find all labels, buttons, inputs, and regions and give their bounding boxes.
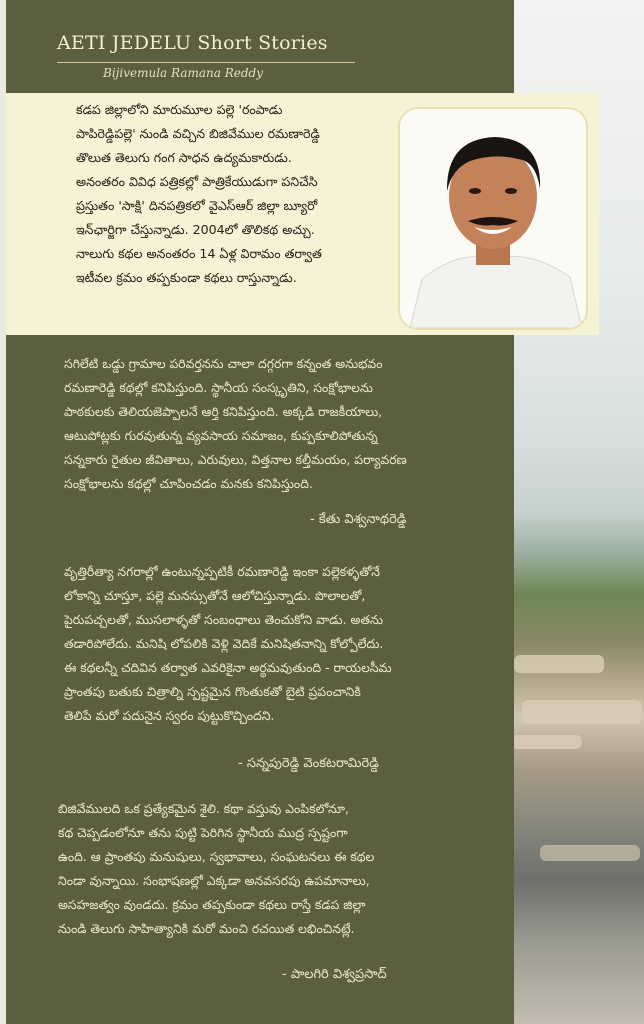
author-photo — [398, 107, 588, 330]
quote-line: కథ చెప్పడంలోనూ తను పుట్టి పెరిగిన స్థానీయ ముద్ర స్పష్టంగా — [58, 825, 348, 840]
quote-line: నుండి తెలుగు సాహిత్యానికి మరో మంచి రచయిత లభించినట్లే. — [58, 921, 355, 936]
quote-line: తెలిపే మరో పదునైన స్వరం పుట్టుకొచ్చిందని. — [64, 708, 275, 723]
title-divider — [57, 62, 355, 63]
quote-line: అసహజత్వం వుండదు. క్రమం తప్పకుండా కథలు రాస్తే కడప జిల్లా — [58, 897, 366, 912]
quote-line: ఉంది. ఆ ప్రాంతపు మనుషులు, స్వభావాలు, సంఘటనలు ఈ కథల — [58, 849, 375, 864]
quote-line: రమణారెడ్డి కథల్లో కనిపిస్తుంది. స్థానీయ సంస్కృతిని, సంక్షోభాలను — [64, 380, 373, 395]
testimonial-2 — [64, 560, 516, 728]
testimonial-1-signature: - కేతు విశ్వనాథరెడ్డి — [310, 512, 407, 527]
bio-line: నాలుగు కథల అనంతరం 14 ఏళ్ల విరామం తర్వాత — [76, 246, 322, 261]
rock-shape — [514, 655, 604, 673]
bio-line: ఇటీవల క్రమం తప్పకుండా కథలు రాస్తున్నాడు. — [76, 270, 297, 285]
book-title: AETI JEDELU Short Stories — [57, 32, 328, 54]
quote-line: ప్రాంతపు బతుకు చిత్రాల్ని స్పష్టమైన గొంతుకతో బైటి ప్రపంచానికి — [64, 684, 361, 699]
quote-line: తడారిపోలేదు. మనిషి లోపలికి వెళ్లి వెదికే మనిషితనాన్ని కోల్పోలేదు. — [64, 636, 384, 651]
rock-shape — [540, 845, 640, 861]
bio-line: కడప జిల్లాలోని మారుమూల పల్లె 'రంపాడు — [76, 102, 283, 117]
rock-shape — [512, 735, 582, 749]
quote-line: సన్నకారు రైతుల జీవితాలు, ఎరువులు, విత్తనాల కల్తీమయం, పర్యావరణ — [64, 452, 407, 467]
quote-line: లోకాన్ని చూస్తూ, పల్లె మనస్సుతోనే ఆలోచిస్తున్నాడు. పొలాలతో, — [64, 588, 366, 603]
quote-line: నిండా వున్నాయి. సంభాషణల్లో ఎక్కడా అనవసరపు ఉపమానాలు, — [58, 873, 370, 888]
quote-line: బిజివేములది ఒక ప్రత్యేకమైన శైలి. కథా వస్తువు ఎంపికలోనూ, — [58, 801, 349, 816]
testimonial-2-signature: - సన్నపురెడ్డి వెంకటరామిరెడ్డి — [238, 756, 379, 771]
rock-shape — [522, 700, 642, 724]
testimonial-3 — [58, 797, 510, 941]
quote-line: సగిలేటి ఒడ్డు గ్రామాల పరివర్తనను చాలా దగ్గరగా కన్నంత అనుభవం — [64, 356, 383, 371]
bio-line: అనంతరం వివిధ పత్రికల్లో పాత్రికేయుడుగా పనిచేసి — [76, 174, 318, 189]
quote-line: పాఠకులకు తెలియజెప్పాలనే ఆర్తి కనిపిస్తుంది. అక్కడి రాజకీయాలు, — [64, 404, 383, 419]
quote-line: ఈ కథలన్నీ చదివిన తర్వాత ఎవరికైనా అర్థమవుతుంది - రాయలసీమ — [64, 660, 392, 675]
testimonial-3-signature: - పాలగిరి విశ్వప్రసాద్ — [282, 967, 387, 982]
bio-line: ఇన్‌ఛార్జిగా చేస్తున్నాడు. 2004లో తొలికథ అచ్చు. — [76, 222, 315, 237]
bio-line: పాపిరెడ్డిపల్లె' నుండి వచ్చిన బిజివేముల రమణారెడ్డి — [76, 126, 320, 141]
quote-line: వృత్తిరీత్యా నగరాల్లో ఉంటున్నప్పటికీ రమణారెడ్డి ఇంకా పల్లెకళ్ళతోనే — [64, 564, 381, 579]
bio-line: ప్రస్తుతం 'సాక్షి' దినపత్రికలో వైఎస్ఆర్ జిల్లా బ్యూరో — [76, 198, 318, 213]
testimonial-1 — [64, 352, 516, 496]
quote-line: పైరుపచ్చలతో, ముసలాళ్ళతో సంబంధాలు తెంచుకోని వాడు. అతను — [64, 612, 383, 627]
author-name: Bijivemula Ramana Reddy — [103, 66, 263, 80]
bio-line: తొలుత తెలుగు గంగ సాధన ఉద్యమకారుడు. — [76, 150, 292, 165]
quote-line: సంక్షోభాలను కథల్లో చూపించడం మనకు కనిపిస్తుంది. — [64, 476, 313, 491]
quote-line: ఆటుపోట్లకు గురవుతున్న వ్యవసాయ సమాజం, కుప్పకూలిపోతున్న — [64, 428, 378, 443]
author-bio — [76, 98, 394, 290]
author-portrait-image — [400, 109, 586, 328]
